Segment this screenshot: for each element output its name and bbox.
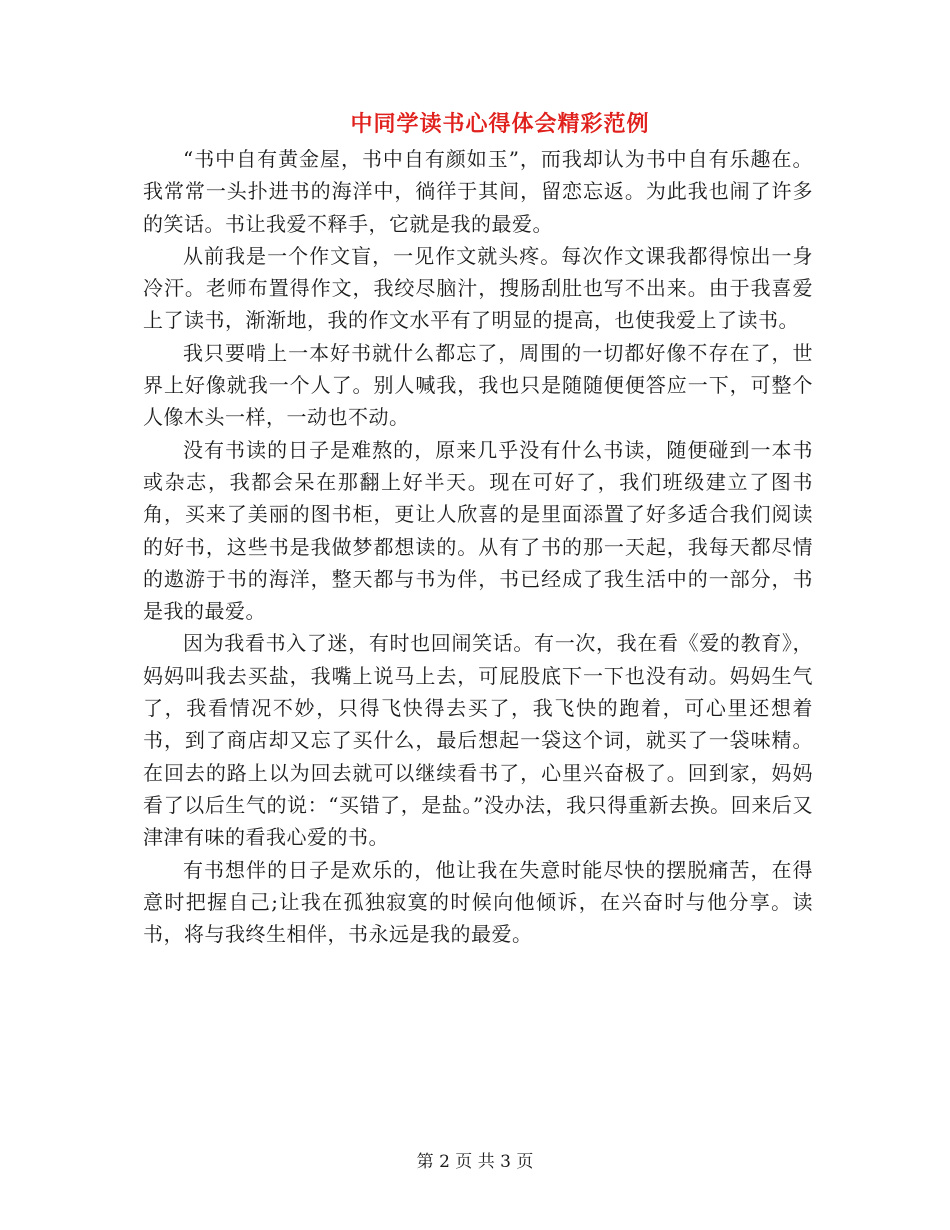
- document-title: 中同学读书心得体会精彩范例: [350, 111, 650, 137]
- paragraph: “书中自有黄金屋，书中自有颜如玉”，而我却认为书中自有乐趣在。我常常一头扑进书的海洋中，徜徉于其间，留恋忘返。为此我也闹了许多的笑话。书让我爱不释手，它就是我的最爱。: [143, 147, 813, 236]
- paragraph: 有书想伴的日子是欢乐的，他让我在失意时能尽快的摆脱痛苦，在得意时把握自己;让我在孤独寂寞的时候向他倾诉，在兴奋时与他分享。读书，将与我终生相伴，书永远是我的最爱。: [143, 857, 813, 947]
- paragraph: 从前我是一个作文盲，一见作文就头疼。每次作文课我都得惊出一身冷汗。老师布置得作文，我绞尽脑汁，搜肠刮肚也写不出来。由于我喜爱上了读书，渐渐地，我的作文水平有了明显的提高，也使我爱上了读书。: [143, 243, 813, 333]
- page-number-footer: 第 2 页 共 3 页: [416, 1152, 534, 1172]
- paragraph: 没有书读的日子是难熬的，原来几乎没有什么书读，随便碰到一本书或杂志，我都会呆在那翻上好半天。现在可好了，我们班级建立了图书角，买来了美丽的图书柜，更让人欣喜的是里面添置了好多适合我们阅读的好书，这些书是我做梦都想读的。从有了书的那一天起，我每天都尽情的遨游于书的海洋，整天都与书为伴，书已经成了我生活中的一部分，书是我的最爱。: [143, 437, 813, 624]
- paragraph: 因为我看书入了迷，有时也回闹笑话。有一次，我在看《爱的教育》，妈妈叫我去买盐，我嘴上说马上去，可屁股底下一下也没有动。妈妈生气了，我看情况不妙，只得飞快得去买了，我飞快的跑着，可心里还想着书，到了商店却又忘了买什么，最后想起一袋这个词，就买了一袋味精。在回去的路上以为回去就可以继续看书了，心里兴奋极了。回到家，妈妈看了以后生气的说：“买错了，是盐。”没办法，我只得重新去换。回来后又津津有味的看我心爱的书。: [143, 631, 813, 850]
- document-body: [143, 143, 813, 950]
- paragraph: 我只要啃上一本好书就什么都忘了，周围的一切都好像不存在了，世界上好像就我一个人了。别人喊我，我也只是随随便便答应一下，可整个人像木头一样，一动也不动。: [143, 340, 813, 430]
